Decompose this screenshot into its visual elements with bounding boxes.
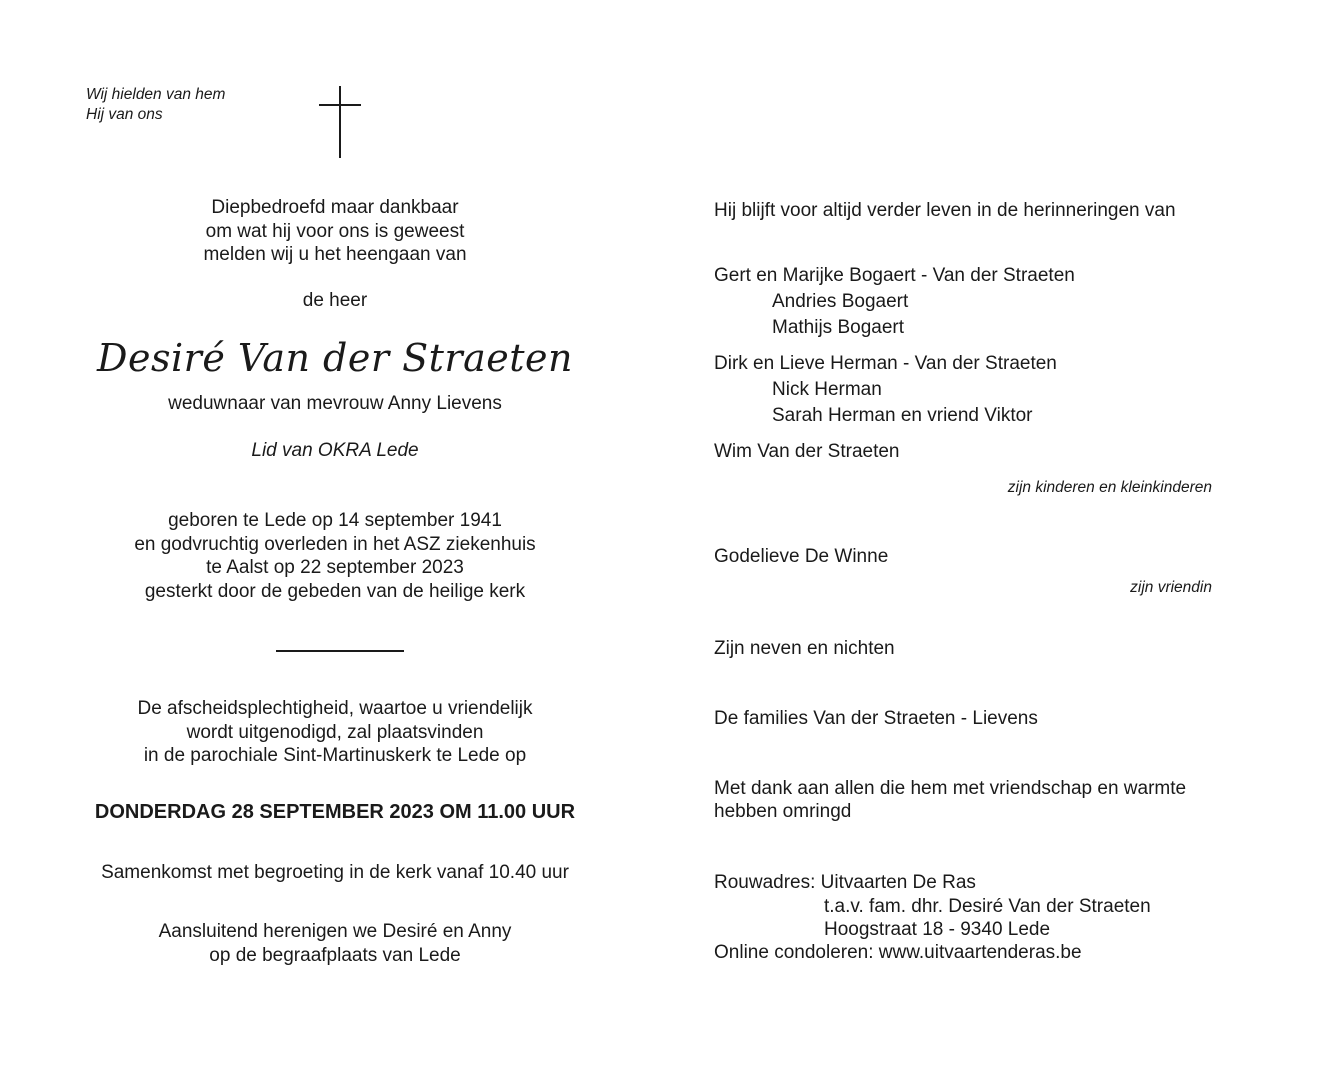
ceremony-date: DONDERDAG 28 SEPTEMBER 2023 OM 11.00 UUR: [94, 801, 576, 823]
birth-death-text: geboren te Lede op 14 september 1941 en godvruchtig overleden in het ASZ ziekenhuis te Aalst op 22 september 2023 gesterkt door de gebeden van de heilige kerk: [134, 510, 536, 602]
family-head: Gert en Marijke Bogaert - Van der Straeten: [714, 265, 1075, 286]
intro-text: Diepbedroefd maar dankbaar om wat hij voor ons is geweest melden wij u het heengaan van: [203, 197, 467, 265]
deceased-name: Desiré Van der Straeten: [97, 336, 573, 380]
gathering-text: Samenkomst met begroeting in de kerk vanaf 10.40 uur: [101, 862, 569, 883]
quote-line: Wij hielden van hem: [86, 86, 226, 103]
relation-note: zijn kinderen en kleinkinderen: [1007, 479, 1212, 496]
title-text: de heer: [302, 290, 368, 311]
relation-note: zijn vriendin: [1130, 579, 1212, 596]
thanks-text: hebben omringd: [714, 801, 852, 822]
membership-text: Lid van OKRA Lede: [251, 440, 419, 461]
families-text: De families Van der Straeten - Lievens: [714, 708, 1038, 729]
family-head: Dirk en Lieve Herman - Van der Straeten: [714, 353, 1057, 374]
family-member: Andries Bogaert: [772, 291, 909, 312]
cross-icon: [319, 86, 361, 158]
quote-line: Hij van ons: [86, 106, 163, 123]
divider-line: [276, 650, 404, 652]
friend-name: Godelieve De Winne: [714, 546, 889, 567]
ceremony-text: De afscheidsplechtigheid, waartoe u vriendelijk wordt uitgenodigd, zal plaatsvinden in de parochiale Sint-Martinuskerk te Lede op: [137, 698, 533, 766]
address-label: Rouwadres: Uitvaarten De Ras: [714, 872, 976, 893]
address-line: Hoogstraat 18 - 9340 Lede: [824, 919, 1051, 940]
remembrance-intro: Hij blijft voor altijd verder leven in de herinneringen van: [714, 200, 1176, 221]
widower-text: weduwnaar van mevrouw Anny Lievens: [168, 393, 502, 414]
burial-text: Aansluitend herenigen we Desiré en Anny op de begraafplaats van Lede: [158, 921, 512, 966]
cousins-text: Zijn neven en nichten: [714, 638, 895, 659]
online-condolence: Online condoleren: www.uitvaartenderas.be: [714, 942, 1082, 963]
family-member: Mathijs Bogaert: [772, 317, 905, 338]
address-line: t.a.v. fam. dhr. Desiré Van der Straeten: [824, 896, 1151, 917]
family-member: Nick Herman: [772, 379, 882, 400]
family-member: Sarah Herman en vriend Viktor: [772, 405, 1033, 426]
family-head: Wim Van der Straeten: [714, 441, 900, 462]
quote: [86, 85, 225, 125]
thanks-text: Met dank aan allen die hem met vriendschap en warmte: [714, 778, 1187, 799]
